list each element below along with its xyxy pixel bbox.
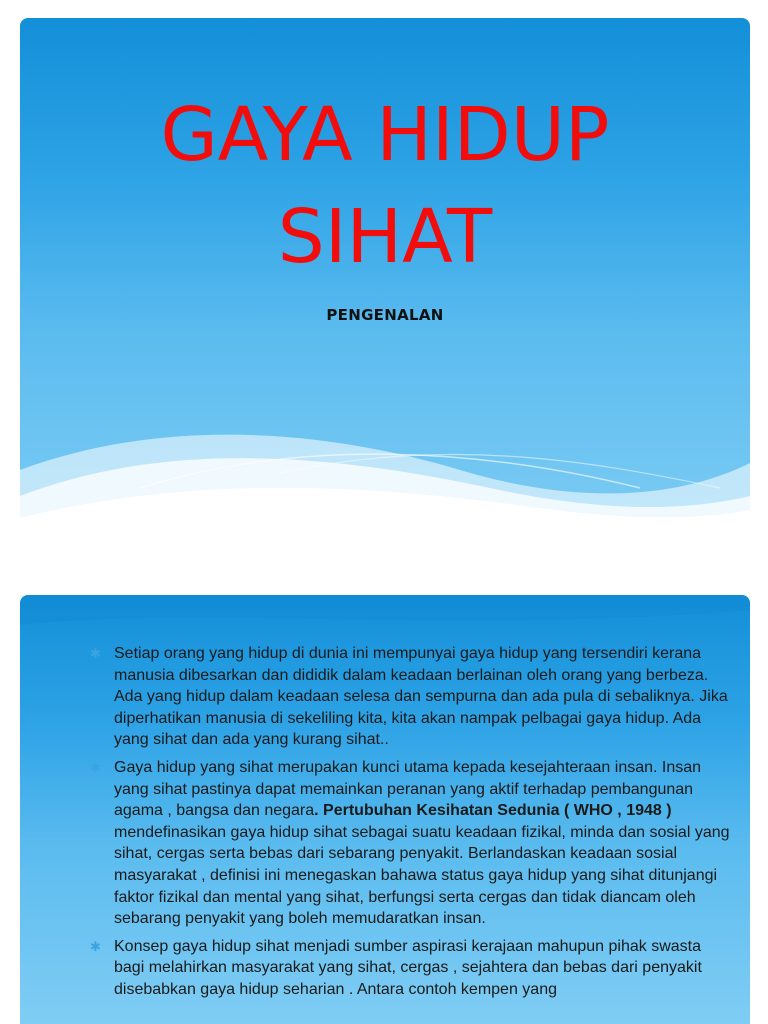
bullet-bold-text: . Pertubuhan Kesihatan Sedunia ( WHO , 1948 ): [314, 802, 672, 820]
asterisk-icon: ✱: [90, 938, 101, 954]
list-item: [90, 757, 730, 930]
slide-subtitle: PENGENALAN: [326, 306, 444, 324]
list-item: [90, 643, 730, 751]
asterisk-icon: ✱: [90, 759, 101, 775]
content-slide: [20, 595, 750, 1024]
bullet-text-continued: mendefinasikan gaya hidup sihat sebagai suatu keadaan fizikal, minda dan sosial yang sihat, cergas serta bebas dari sebarang penyakit. Berlandaskan keadaan sosial masyarakat , definisi ini menegaskan bahawa status gaya hidup yang sihat ditunjangi faktor fizikal dan mental yang sihat, berfungsi serta cergas dan tidak diancam oleh sebarang penyakit yang boleh memudaratkan insan.: [114, 823, 730, 928]
bullet-text: Gaya hidup yang sihat merupakan kunci utama kepada kesejahteraan insan. Insan yang sihat pastinya dapat memainkan peranan yang aktif terhadap pembangunan agama , bangsa dan negara: [114, 758, 702, 820]
title-line-2: SIHAT: [277, 194, 493, 280]
slide-title: [20, 84, 750, 288]
asterisk-icon: ✱: [90, 646, 101, 661]
bullet-list: [90, 643, 730, 1007]
title-line-1: GAYA HIDUP: [160, 92, 610, 178]
title-slide: [20, 18, 750, 550]
bullet-text: Konsep gaya hidup sihat menjadi sumber aspirasi kerajaan mahupun pihak swasta bagi melahirkan masyarakat yang sihat, cergas , sejahtera dan bebas dari penyakit disebabkan gaya hidup seharian . Antara contoh kempen yang: [114, 937, 702, 998]
bullet-text: Setiap orang yang hidup di dunia ini mempunyai gaya hidup yang tersendiri kerana manusia dibesarkan dan dididik dalam keadaan berlainan oleh orang yang berbeza. Ada yang hidup dalam keadaan selesa dan sempurna dan ada pula di sebaliknya. Jika diperhatikan manusia di sekeliling kita, kita akan nampak pelbagai gaya hidup. Ada yang sihat dan ada yang kurang sihat..: [114, 645, 728, 749]
list-item: [90, 936, 730, 1001]
